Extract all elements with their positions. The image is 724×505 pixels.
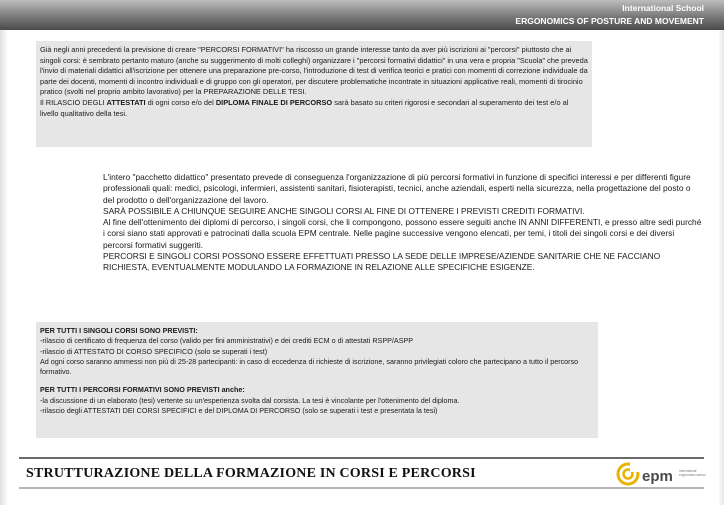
logo-tagline: international ergonomics school [679, 469, 706, 477]
package-paragraph: L'intero "pacchetto didattico" presentato prevede di conseguenza l'organizzazione di più percorsi formativi in funzione di specifici interessi e per differenti figure professionali quali: medici, psicologi, infermieri, assistenti sanitari, fisioterapisti, tecnici, anche aziendali, esperti nella sicurezza, nella progettazione del posto o del prodotto o dell'organizzazione del lavoro. [103, 172, 691, 205]
spacer [40, 377, 594, 385]
list-item: -rilascio di ATTESTATO DI CORSO SPECIFICO (solo se superati i test) [40, 346, 268, 356]
main-text-block [103, 172, 703, 274]
bold-attestati: ATTESTATI [106, 97, 146, 107]
text-span: sarà basato su criteri rigorosi e secondari al superamento dei test e/o al livello qualitativo della tesi. [40, 97, 569, 118]
paths-heading: PER TUTTI I PERCORSI FORMATIVI SONO PREVISTI anche: [40, 385, 245, 395]
intro-paragraph: Già negli anni precedenti la previsione di creare "PERCORSI FORMATIVI" ha riscosso un grande interesse tanto da aver più iscrizioni ai "percorsi" piuttosto che ai singoli corsi: è sembrato pertanto maturo (anche su suggerimento di molti colleghi) organizzare i "percorsi formativi didattici" in una vera e propria "Scuola" che preveda l'invio di materiali didattici all'iscrizione per ottenere una preparazione pre-corso, l'introduzione di test di verifica teorici e pratici con momenti di correzione individuale da parte dei docenti, momenti di incontro individuali e di gruppo con gli operatori, per discutere problematiche incontrate in situazioni applicative reali, momenti di tirocinio pratico (svolti nel proprio ambito lavorativo) per la PREPARAZIONE DELLE TESI. [40, 45, 588, 97]
onsite-paragraph: PERCORSI E SINGOLI CORSI POSSONO ESSERE EFFETTUATI PRESSO LA SEDE DELLE IMPRESE/AZIENDE SANITARIE CHE NE FACCIANO RICHIESTA, EVENTUALMENTE MODULANDO LA FORMAZIONE IN RELAZIONE ALLE SPECIFICHE ESIGENZE. [103, 251, 661, 273]
epm-logo [616, 461, 708, 489]
text-span: di ogni corso e/o del [145, 97, 216, 107]
left-edge-shadow [0, 30, 8, 505]
right-edge-shadow [718, 30, 724, 505]
header-subtitle: ERGONOMICS OF POSTURE AND MOVEMENT [515, 16, 704, 26]
requirements-box [36, 322, 598, 438]
school-name: International School [622, 3, 704, 13]
logo-swirl-icon [616, 461, 642, 487]
single-courses-heading: PER TUTTI I SINGOLI CORSI SONO PREVISTI: [40, 326, 198, 335]
list-item: -la discussione di un elaborato (tesi) vertente su un'esperienza svolta dal corsista. La tesi è vincolante per l'ottenimento del diploma. [40, 395, 460, 405]
text-span: Il RILASCIO DEGLI [40, 97, 107, 107]
admission-note: Ad ogni corso saranno ammessi non più di 25-28 partecipanti: in caso di eccedenza di richieste di iscrizione, saranno privilegiati coloro che partecipano a tutto il percorso formativo. [40, 356, 579, 377]
list-item: -rilascio degli ATTESTATI DEI CORSI SPECIFICI e del DIPLOMA DI PERCORSO (solo se superati i test e presentata la tesi) [40, 406, 438, 416]
header-bar [0, 0, 724, 30]
certification-paragraph [40, 98, 588, 119]
page-title: STRUTTURAZIONE DELLA FORMAZIONE IN CORSI E PERCORSI [26, 466, 476, 481]
single-courses-paragraph: SARÀ POSSIBILE A CHIUNQUE SEGUIRE ANCHE SINGOLI CORSI AL FINE DI OTTENERE I PREVISTI CREDITI FORMATIVI. [103, 205, 585, 216]
logo-text: epm [642, 468, 673, 485]
intro-box [36, 41, 592, 147]
bold-diploma: DIPLOMA FINALE DI PERCORSO [215, 97, 333, 107]
diploma-paragraph: Al fine dell'ottenimento dei diplomi di percorso, i singoli corsi, che li compongono, possono essere seguiti anche IN ANNI DIFFERENTI, e presso altre sedi purché i corsi siano stati approvati e patrocinati dalla scuola EPM centrale. Nelle pagine successive vengono elencati, per temi, i titoli dei singoli corsi e dei diversi percorsi formativi suggeriti. [103, 217, 702, 250]
list-item: -rilascio di certificato di frequenza del corso (valido per fini amministrativi) e dei crediti ECM o di attestati RSPP/ASPP [40, 336, 414, 346]
